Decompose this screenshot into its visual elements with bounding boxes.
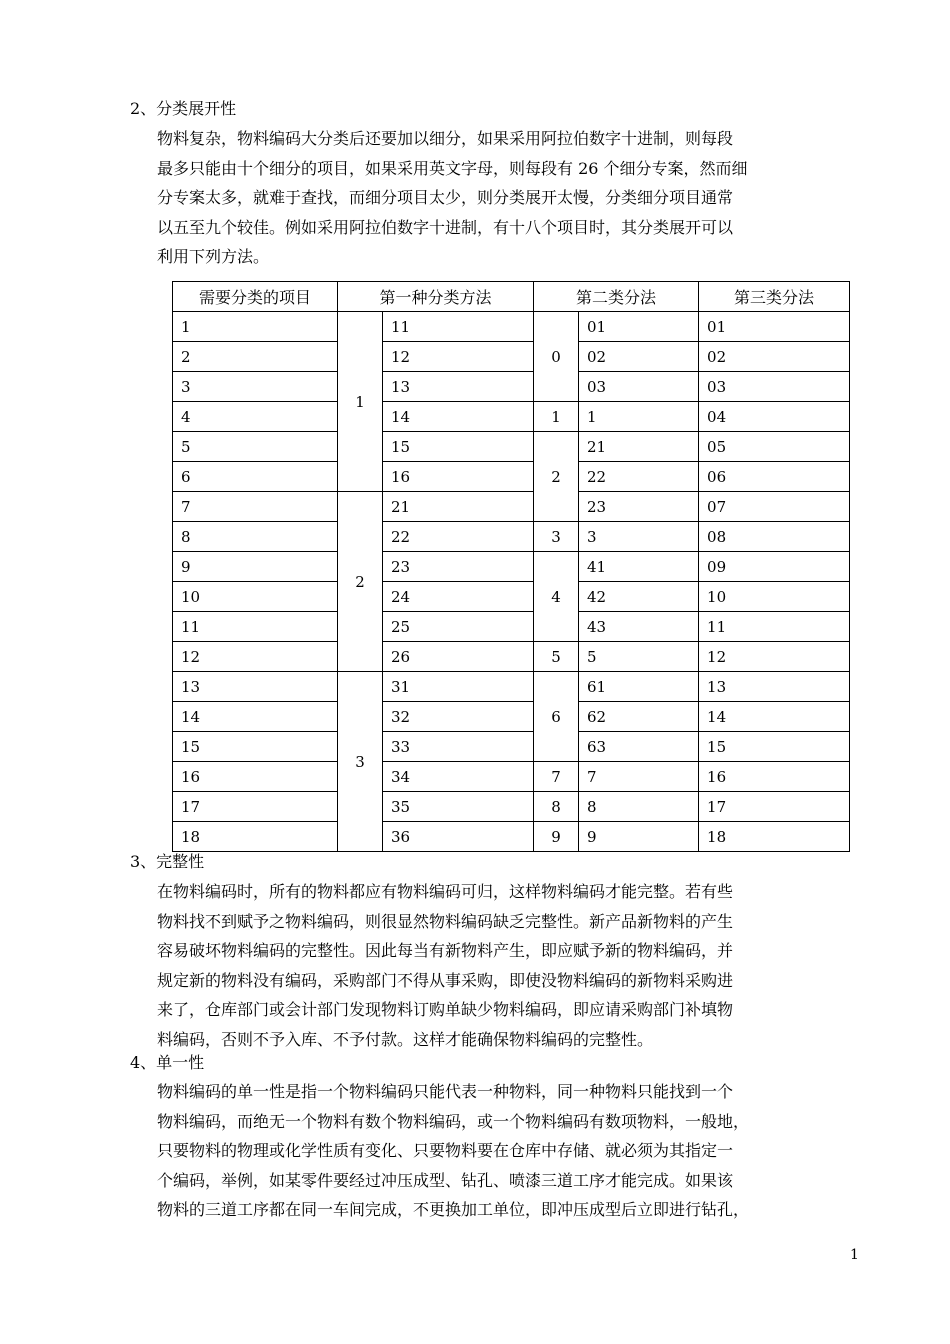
second-code-cell: 5 xyxy=(579,642,699,672)
third-code-cell: 08 xyxy=(699,522,850,552)
paragraph-line: 物料编码，而绝无一个物料有数个物料编码，或一个物料编码有数项物料，一般地， xyxy=(157,1111,750,1131)
table-row xyxy=(173,522,850,552)
first-code-cell: 14 xyxy=(383,402,534,432)
third-code-cell: 04 xyxy=(699,402,850,432)
third-code-cell: 17 xyxy=(699,792,850,822)
second-group-cell: 3 xyxy=(534,522,579,552)
table-row xyxy=(173,612,850,642)
header-items: 需要分类的项目 xyxy=(173,282,338,312)
table-row xyxy=(173,582,850,612)
first-code-cell: 13 xyxy=(383,372,534,402)
table-row xyxy=(173,402,850,432)
third-code-cell: 10 xyxy=(699,582,850,612)
second-group-cell: 4 xyxy=(534,552,579,642)
first-code-cell: 36 xyxy=(383,822,534,852)
first-code-cell: 23 xyxy=(383,552,534,582)
section-4-paragraph xyxy=(157,1077,857,1225)
third-code-cell: 05 xyxy=(699,432,850,462)
item-cell: 13 xyxy=(173,672,338,702)
paragraph-line: 料编码，否则不予入库、不予付款。这样才能确保物料编码的完整性。 xyxy=(157,1029,654,1049)
item-cell: 18 xyxy=(173,822,338,852)
item-cell: 15 xyxy=(173,732,338,762)
second-group-cell: 8 xyxy=(534,792,579,822)
item-cell: 14 xyxy=(173,702,338,732)
second-code-cell: 7 xyxy=(579,762,699,792)
third-code-cell: 18 xyxy=(699,822,850,852)
third-code-cell: 06 xyxy=(699,462,850,492)
paragraph-line: 个编码，举例，如某零件要经过冲压成型、钻孔、喷漆三道工序才能完成。如果该 xyxy=(157,1170,734,1190)
first-code-cell: 15 xyxy=(383,432,534,462)
third-code-cell: 01 xyxy=(699,312,850,342)
header-method-3: 第三类分法 xyxy=(699,282,850,312)
second-group-cell: 6 xyxy=(534,672,579,762)
section-3-paragraph xyxy=(157,877,857,1054)
table-row xyxy=(173,552,850,582)
first-group-cell: 3 xyxy=(338,672,383,852)
table-row xyxy=(173,462,850,492)
table-header-row xyxy=(173,282,850,312)
paragraph-line: 以五至九个较佳。例如采用阿拉伯数字十进制，有十八个项目时，其分类展开可以 xyxy=(157,217,734,237)
page-number: 1 xyxy=(850,1247,859,1263)
item-cell: 1 xyxy=(173,312,338,342)
first-code-cell: 21 xyxy=(383,492,534,522)
second-group-cell: 5 xyxy=(534,642,579,672)
item-cell: 5 xyxy=(173,432,338,462)
paragraph-line: 物料找不到赋予之物料编码，则很显然物料编码缺乏完整性。新产品新物料的产生 xyxy=(157,911,734,931)
item-cell: 6 xyxy=(173,462,338,492)
second-group-cell: 0 xyxy=(534,312,579,402)
paragraph-line: 物料的三道工序都在同一车间完成，不更换加工单位，即冲压成型后立即进行钻孔， xyxy=(157,1200,750,1219)
second-code-cell: 62 xyxy=(579,702,699,732)
item-cell: 9 xyxy=(173,552,338,582)
item-cell: 7 xyxy=(173,492,338,522)
first-code-cell: 33 xyxy=(383,732,534,762)
second-code-cell: 02 xyxy=(579,342,699,372)
third-code-cell: 11 xyxy=(699,612,850,642)
header-method-2: 第二类分法 xyxy=(534,282,699,312)
third-code-cell: 03 xyxy=(699,372,850,402)
table-row xyxy=(173,372,850,402)
second-code-cell: 61 xyxy=(579,672,699,702)
item-cell: 8 xyxy=(173,522,338,552)
third-code-cell: 15 xyxy=(699,732,850,762)
table-row xyxy=(173,792,850,822)
second-code-cell: 9 xyxy=(579,822,699,852)
second-group-cell: 7 xyxy=(534,762,579,792)
third-code-cell: 14 xyxy=(699,702,850,732)
paragraph-line: 利用下列方法。 xyxy=(157,247,270,266)
first-code-cell: 26 xyxy=(383,642,534,672)
item-cell: 10 xyxy=(173,582,338,612)
second-group-cell: 1 xyxy=(534,402,579,432)
third-code-cell: 12 xyxy=(699,642,850,672)
table-row xyxy=(173,492,850,522)
third-code-cell: 02 xyxy=(699,342,850,372)
first-code-cell: 35 xyxy=(383,792,534,822)
paragraph-line: 物料编码的单一性是指一个物料编码只能代表一种物料，同一种物料只能找到一个 xyxy=(157,1082,734,1101)
third-code-cell: 13 xyxy=(699,672,850,702)
second-code-cell: 23 xyxy=(579,492,699,522)
second-code-cell: 1 xyxy=(579,402,699,432)
header-method-1: 第一种分类方法 xyxy=(338,282,534,312)
table-row xyxy=(173,432,850,462)
second-group-cell: 9 xyxy=(534,822,579,852)
second-code-cell: 43 xyxy=(579,612,699,642)
first-code-cell: 32 xyxy=(383,702,534,732)
item-cell: 12 xyxy=(173,642,338,672)
item-cell: 11 xyxy=(173,612,338,642)
first-code-cell: 31 xyxy=(383,672,534,702)
paragraph-line: 只要物料的物理或化学性质有变化、只要物料要在仓库中存储、就必须为其指定一 xyxy=(157,1141,734,1160)
section-3-heading: 3、完整性 xyxy=(130,852,205,871)
item-cell: 4 xyxy=(173,402,338,432)
paragraph-line: 来了，仓库部门或会计部门发现物料订购单缺少物料编码，即应请采购部门补填物 xyxy=(157,1000,734,1019)
item-cell: 17 xyxy=(173,792,338,822)
second-code-cell: 63 xyxy=(579,732,699,762)
first-code-cell: 34 xyxy=(383,762,534,792)
second-code-cell: 03 xyxy=(579,372,699,402)
item-cell: 3 xyxy=(173,372,338,402)
table-row xyxy=(173,822,850,852)
first-code-cell: 11 xyxy=(383,312,534,342)
first-code-cell: 22 xyxy=(383,522,534,552)
second-code-cell: 22 xyxy=(579,462,699,492)
paragraph-line: 最多只能由十个细分的项目，如果采用英文字母，则每段有 26 个细分专案，然而细 xyxy=(157,158,748,178)
paragraph-line: 物料复杂，物料编码大分类后还要加以细分，如果采用阿拉伯数字十进制，则每段 xyxy=(157,129,734,148)
section-2-heading: 2、分类展开性 xyxy=(130,99,237,118)
third-code-cell: 07 xyxy=(699,492,850,522)
table-row xyxy=(173,762,850,792)
table-row xyxy=(173,672,850,702)
section-2-paragraph xyxy=(157,124,857,272)
paragraph-line: 容易破坏物料编码的完整性。因此每当有新物料产生，即应赋予新的物料编码，并 xyxy=(157,941,734,960)
third-code-cell: 09 xyxy=(699,552,850,582)
item-cell: 2 xyxy=(173,342,338,372)
first-code-cell: 12 xyxy=(383,342,534,372)
classification-table xyxy=(172,281,850,852)
first-code-cell: 24 xyxy=(383,582,534,612)
table-row xyxy=(173,312,850,342)
second-code-cell: 01 xyxy=(579,312,699,342)
first-code-cell: 16 xyxy=(383,462,534,492)
section-4-heading: 4、单一性 xyxy=(130,1053,205,1072)
second-code-cell: 42 xyxy=(579,582,699,612)
second-code-cell: 21 xyxy=(579,432,699,462)
table-row xyxy=(173,732,850,762)
first-group-cell: 1 xyxy=(338,312,383,492)
second-code-cell: 41 xyxy=(579,552,699,582)
paragraph-line: 分专案太多，就难于查找，而细分项目太少，则分类展开太慢，分类细分项目通常 xyxy=(157,188,734,207)
second-group-cell: 2 xyxy=(534,432,579,522)
table-row xyxy=(173,702,850,732)
paragraph-line: 在物料编码时，所有的物料都应有物料编码可归，这样物料编码才能完整。若有些 xyxy=(157,882,734,901)
table-row xyxy=(173,642,850,672)
first-code-cell: 25 xyxy=(383,612,534,642)
paragraph-line: 规定新的物料没有编码，采购部门不得从事采购，即使没物料编码的新物料采购进 xyxy=(157,970,734,990)
first-group-cell: 2 xyxy=(338,492,383,672)
second-code-cell: 8 xyxy=(579,792,699,822)
second-code-cell: 3 xyxy=(579,522,699,552)
item-cell: 16 xyxy=(173,762,338,792)
table-row xyxy=(173,342,850,372)
third-code-cell: 16 xyxy=(699,762,850,792)
